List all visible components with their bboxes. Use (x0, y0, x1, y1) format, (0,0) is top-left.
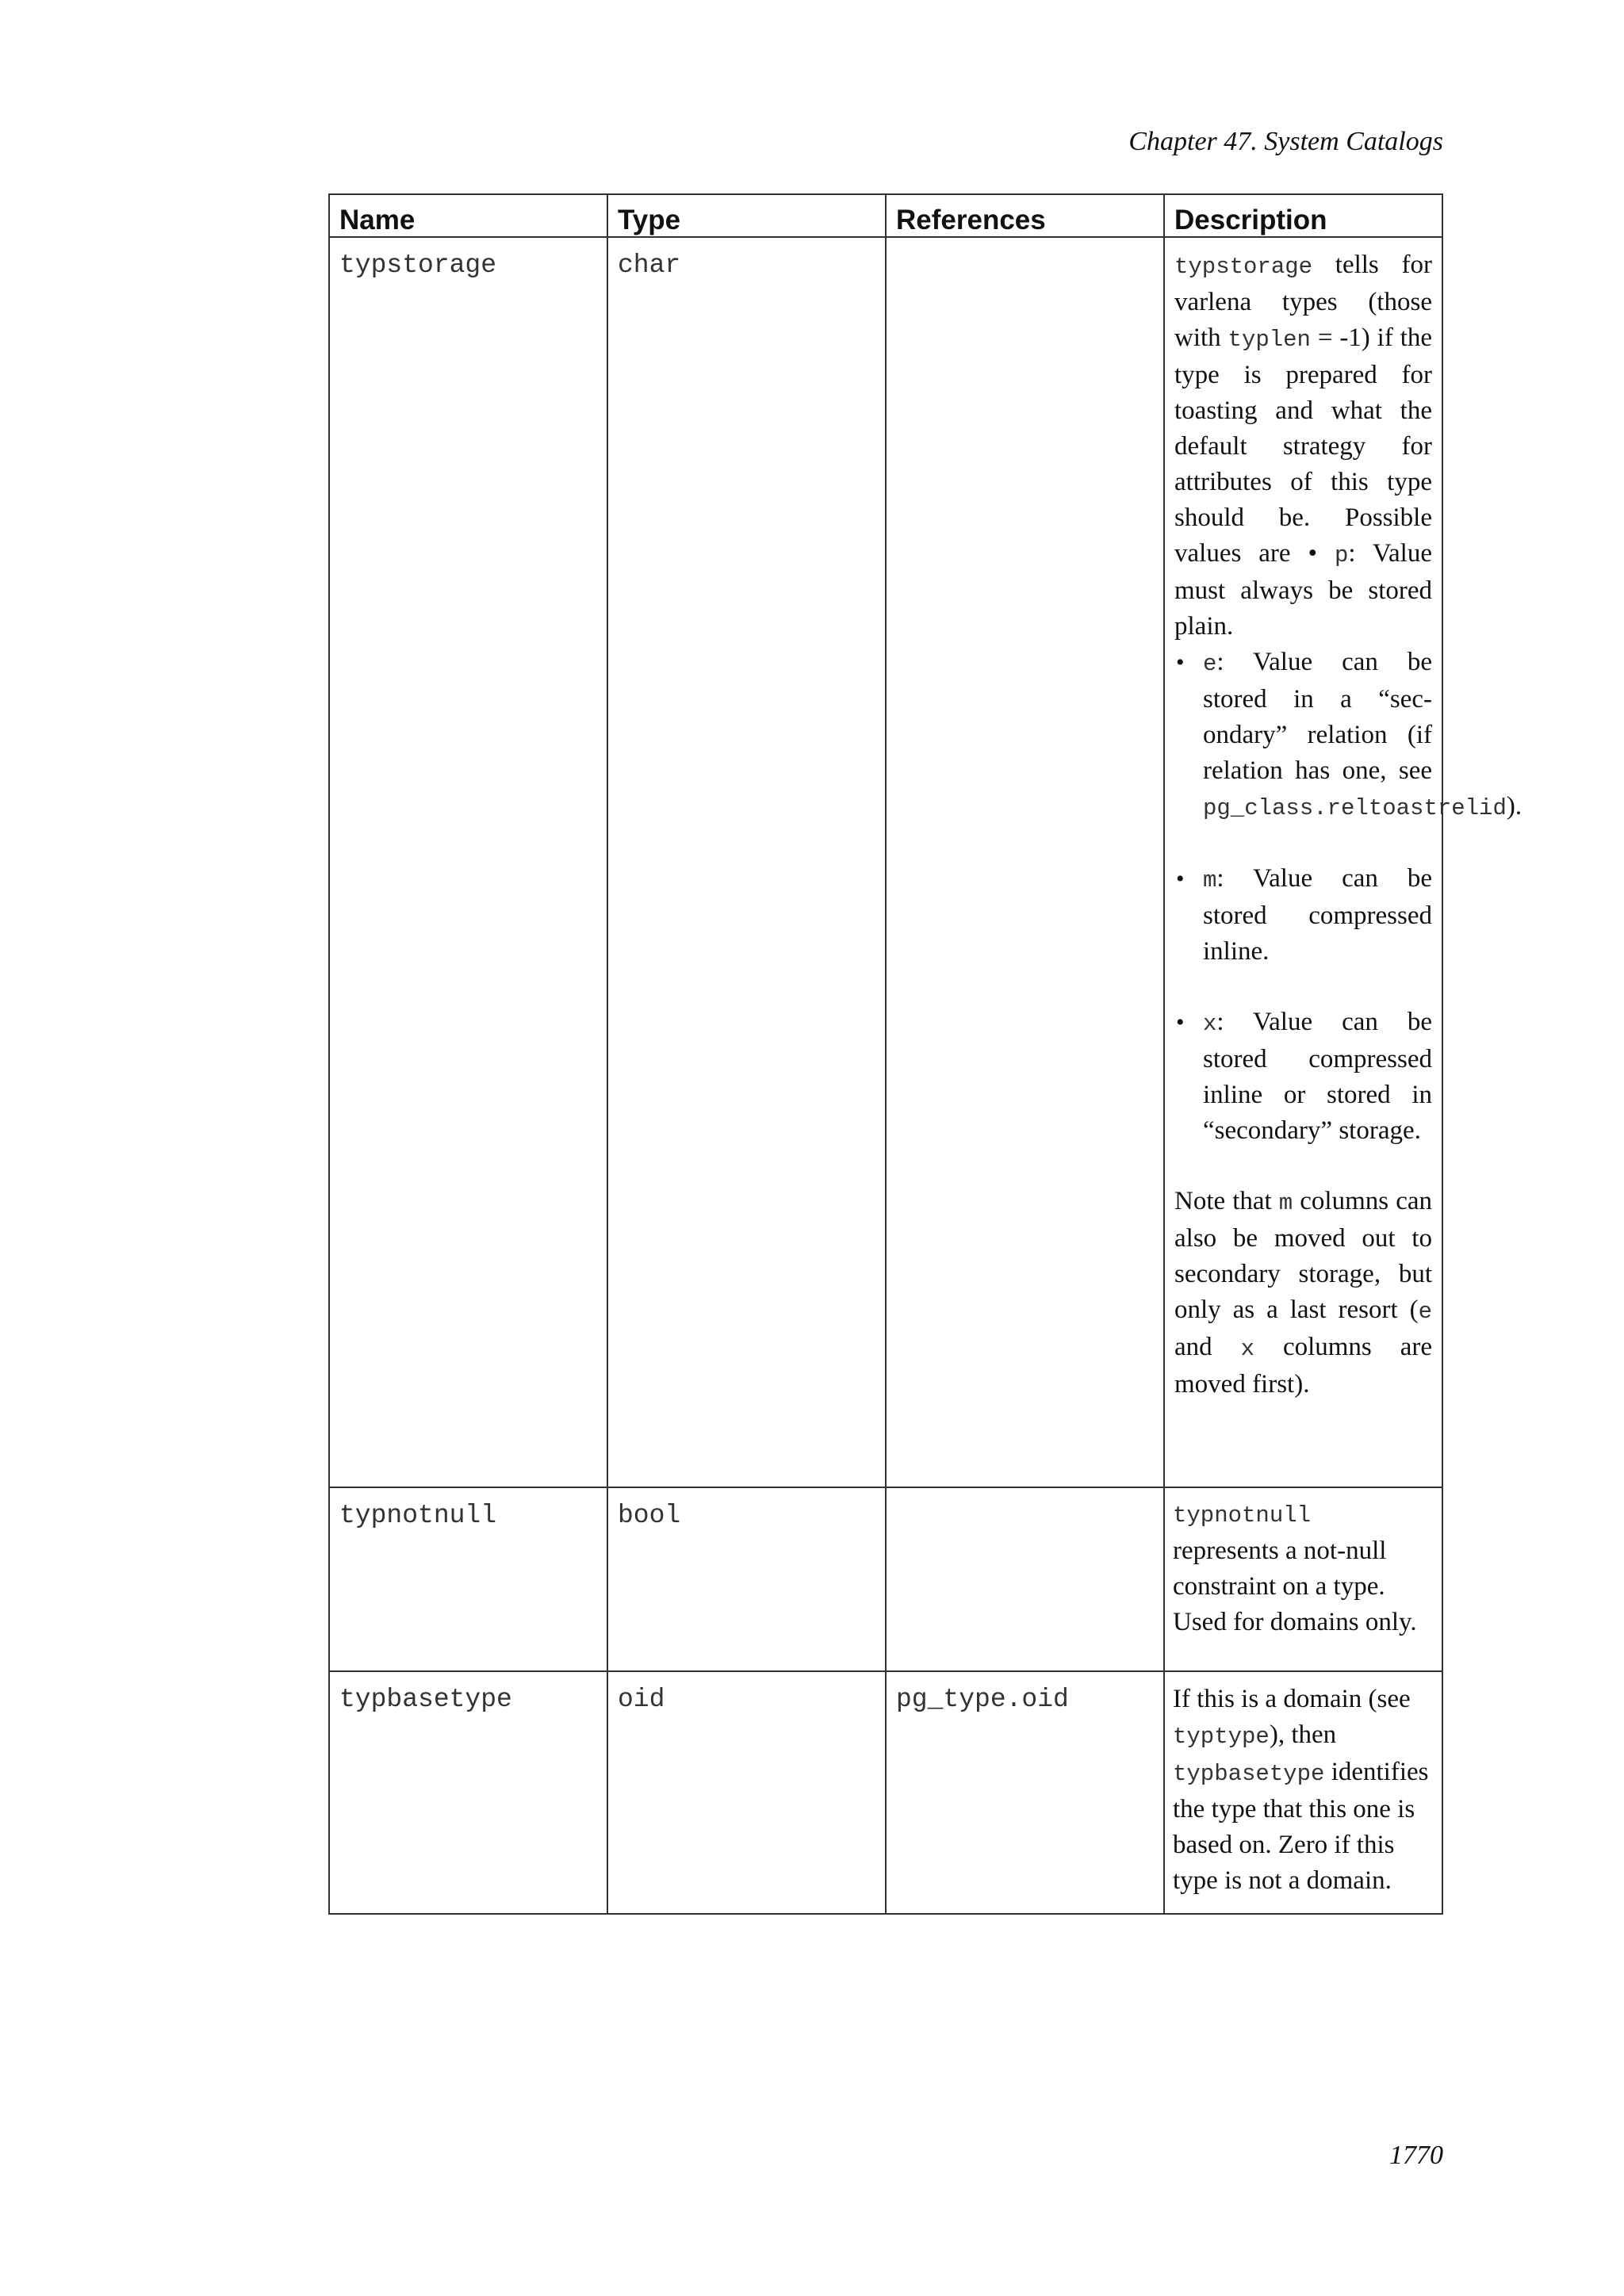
cell-type: bool (607, 1487, 886, 1671)
desc-text: ), then (1269, 1720, 1337, 1749)
desc-text: : Value can be stored in a “secondary” relation (if relation has one, see (1203, 648, 1432, 785)
table-header-row (329, 194, 1442, 237)
cell-description (1164, 1487, 1442, 1671)
desc-text: = -1) if the type is prepared for toasting and what the default strategy for attributes of this type should be. Possible values are • (1174, 323, 1433, 568)
page-number: 1770 (1389, 2141, 1443, 2170)
code-e: e (1418, 1299, 1432, 1325)
code-reltoastrelid: pg_class.reltoastrelid (1203, 795, 1507, 821)
desc-text: : Value must always be stored plain. (1174, 539, 1432, 641)
code-m: m (1278, 1190, 1293, 1216)
desc-text: columns can also be moved out to secondary storage, but only as a last resort ( (1174, 1187, 1432, 1324)
desc-text: and (1174, 1333, 1241, 1361)
code-typtype: typtype (1173, 1724, 1270, 1750)
desc-text: : Value can be stored compressed inline or stored in “secondary” storage. (1203, 1008, 1432, 1145)
code-typstorage: typstorage (1174, 254, 1313, 280)
code-typnotnull: typnotnull (1173, 1502, 1312, 1529)
desc-text: Note that (1174, 1187, 1279, 1215)
cell-name: typnotnull (329, 1487, 607, 1671)
code-typbasetype: typbasetype (1173, 1761, 1325, 1787)
running-head: Chapter 47. System Catalogs (1128, 127, 1443, 156)
list-item (1203, 861, 1432, 970)
desc-text: : Value can be stored compressed inline. (1203, 864, 1432, 966)
description-paragraph (1174, 247, 1432, 645)
storage-options-list (1174, 645, 1522, 1149)
cell-name: typbasetype (329, 1671, 607, 1914)
list-item (1203, 645, 1522, 826)
cell-references (886, 1487, 1164, 1671)
desc-text: represents a not-null constraint on a type. Used for domains only. (1173, 1536, 1417, 1636)
code-x: x (1203, 1011, 1217, 1037)
cell-references: pg_type.oid (886, 1671, 1164, 1914)
code-p: p (1334, 542, 1349, 568)
note-paragraph (1174, 1184, 1432, 1402)
table-row (329, 1671, 1442, 1914)
desc-text: If this is a domain (see (1173, 1685, 1411, 1713)
column-header-name: Name (329, 194, 607, 237)
cell-description (1164, 237, 1522, 1487)
desc-text: columns are moved first). (1174, 1333, 1432, 1399)
code-e: e (1203, 651, 1217, 677)
code-x: x (1240, 1336, 1254, 1362)
catalog-columns-table (328, 193, 1522, 1915)
code-m: m (1203, 867, 1217, 894)
column-header-description: Description (1164, 194, 1442, 237)
table-row (329, 1487, 1442, 1671)
cell-references (886, 237, 1164, 1487)
cell-description (1164, 1671, 1442, 1914)
column-header-type: Type (607, 194, 886, 237)
desc-text: tells for varlena types (those with (1174, 251, 1432, 352)
cell-name: typstorage (329, 237, 607, 1487)
list-item (1203, 1004, 1432, 1149)
desc-text: ). (1506, 792, 1522, 821)
column-header-references: References (886, 194, 1164, 237)
cell-type: oid (607, 1671, 886, 1914)
desc-text: identifies the type that this one is based on. Zero if this type is not a domain. (1173, 1758, 1429, 1895)
table-row (329, 237, 1442, 1487)
cell-type: char (607, 237, 886, 1487)
code-typlen: typlen (1228, 327, 1311, 353)
